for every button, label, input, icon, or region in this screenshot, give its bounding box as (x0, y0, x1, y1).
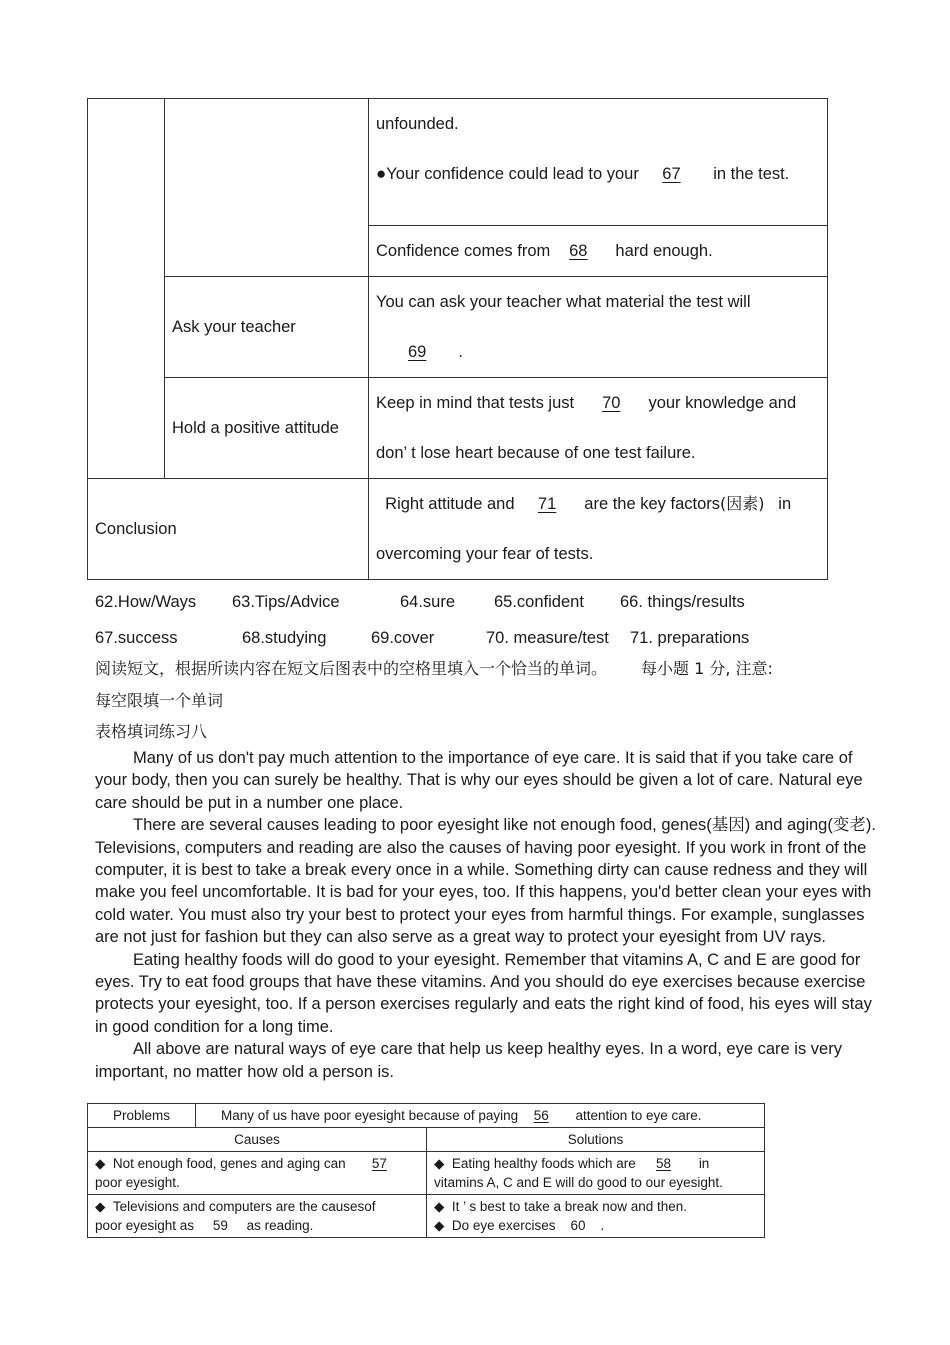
paragraph: Many of us don't pay much attention to the importance of eye care. It is said that if you take care of your body, then you can surely be healthy. That is why our eyes should be given a lot of care. Natural eye care should be put in a number one place. (95, 749, 863, 812)
content-cell: Right attitude and 71 are the key factors(因素) in overcoming your fear of tests. (369, 479, 828, 580)
blank-cell (88, 99, 165, 479)
content-cell: Confidence comes from 68 hard enough. (369, 226, 828, 277)
exercise-table (87, 1103, 765, 1238)
answer: 66. things/results (620, 593, 745, 611)
paragraph: Eating healthy foods will do good to your eyesight. Remember that vitamins A, C and E are good for eyes. Try to eat food groups that have these vitamins. And you should do eye exercises because exercise protects your eyesight, too. If a person exercises regularly and eats the right kind of food, his eyes will stay in good condition for a long time. (95, 950, 872, 1036)
problems-label: Problems (88, 1104, 196, 1128)
diamond-icon: ◆ (434, 1218, 445, 1233)
causes-header: Causes (88, 1128, 427, 1152)
blank-56[interactable]: 56 (533, 1108, 549, 1123)
answer: 65.confident (494, 593, 584, 611)
row-label: Ask your teacher (165, 277, 369, 378)
blank-cell (165, 99, 369, 277)
reading-passage (95, 747, 885, 1083)
diamond-icon: ◆ (95, 1199, 106, 1214)
content-cell: Keep in mind that tests just 70 your knowledge and don’ t lose heart because of one test failure. (369, 378, 828, 479)
blank-58[interactable]: 58 (656, 1156, 672, 1171)
exercise-title: 表格填词练习八 (95, 722, 208, 741)
row-label: Hold a positive attitude (165, 378, 369, 479)
diamond-icon: ◆ (95, 1156, 106, 1171)
blank-69[interactable]: 69 (407, 343, 427, 361)
answer: 68.studying (242, 629, 327, 647)
answer: 67.success (95, 629, 178, 647)
answer: 64.sure (400, 593, 456, 611)
answer: 69.cover (371, 629, 435, 647)
answer: 62.How/Ways (95, 593, 197, 611)
diamond-icon: ◆ (434, 1199, 445, 1214)
instruction-line: 阅读短文，根据所读内容在短文后图表中的空格里填入一个恰当的单词。 每小题 1 分, 注意: (95, 659, 773, 678)
bullet-icon: ● (376, 164, 387, 183)
content-cell: You can ask your teacher what material the test will 69 . (369, 277, 828, 378)
solution-cell: ◆ It ’ s best to take a break now and then. ◆ Do eye exercises 60 . (427, 1195, 765, 1238)
diamond-icon: ◆ (434, 1156, 445, 1171)
paragraph: All above are natural ways of eye care that help us keep healthy eyes. In a word, eye care is very important, no matter how old a person is. (95, 1040, 842, 1081)
blank-59[interactable]: 59 (212, 1218, 228, 1233)
row-label: Conclusion (88, 479, 369, 580)
answer: 63.Tips/Advice (232, 593, 340, 611)
instruction-line: 每空限填一个单词 (95, 691, 224, 710)
solutions-header: Solutions (427, 1128, 765, 1152)
blank-68[interactable]: 68 (569, 241, 588, 260)
cause-cell: ◆ Not enough food, genes and aging can 57 poor eyesight. (88, 1152, 427, 1195)
blank-70[interactable]: 70 (602, 394, 621, 412)
cause-cell: ◆ Televisions and computers are the causesof poor eyesight as 59 as reading. (88, 1195, 427, 1238)
solution-cell: ◆ Eating healthy foods which are 58 in vitamins A, C and E will do good to our eyesight. (427, 1152, 765, 1195)
outline-table (87, 98, 828, 580)
text-line: ●Your confidence could lead to your 67 in the test. (376, 149, 820, 199)
blank-60[interactable]: 60 (570, 1218, 586, 1233)
blank-67[interactable]: 67 (662, 165, 681, 183)
answer: 71. preparations (630, 629, 750, 647)
blank-57[interactable]: 57 (371, 1156, 387, 1171)
paragraph: There are several causes leading to poor eyesight like not enough food, genes(基因) and aging(变老). Televisions, computers and reading are also the causes of having poor eyesight. If you work in front of the computer, it is best to take a break every once in a while. Something dirty can cause redness and they will make you feel uncomfortable. It is bad for your eyes, too. If this happens, you'd better clean your eyes with cold water. You must also try your best to protect your eyes from harmful things. For example, sunglasses are not just for fashion but they can also serve as a great way to protect your eyesight from UV rays. (95, 816, 876, 947)
answer: 70. measure/test (486, 629, 609, 647)
problems-cell: Many of us have poor eyesight because of paying 56 attention to eye care. (196, 1104, 765, 1128)
text-line: unfounded. (376, 115, 459, 133)
blank-71[interactable]: 71 (537, 495, 557, 513)
content-cell (369, 99, 828, 226)
